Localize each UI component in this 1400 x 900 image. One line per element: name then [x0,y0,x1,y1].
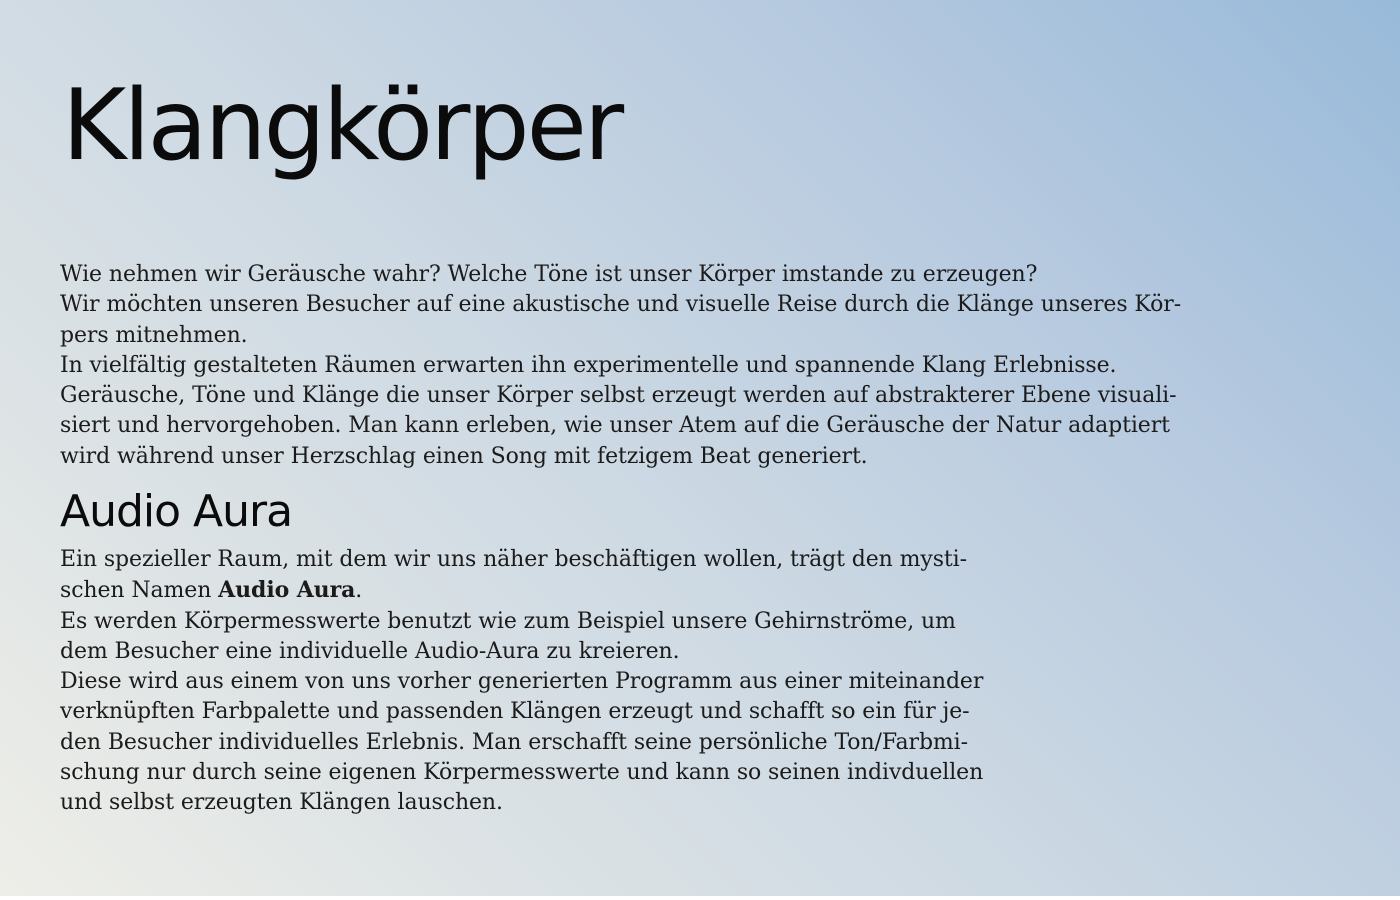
section-line: verknüpften Farbpalette und passenden Klängen erzeugt und schafft so ein für je- [60,699,970,725]
section-heading: Audio Aura [60,486,293,537]
section-line: dem Besucher eine individuelle Audio-Aura zu kreieren. [60,638,680,664]
section-line: Ein spezieller Raum, mit dem wir uns näher beschäftigen wollen, trägt den mysti- [60,547,967,572]
section-line: den Besucher individuelles Erlebnis. Man erschafft seine persönliche Ton/Farbmi- [60,729,968,755]
section-line: schung nur durch seine eigenen Körpermesswerte und kann so seinen indivduellen [60,760,984,786]
section-line: Diese wird aus einem von uns vorher generierten Programm aus einer miteinander [60,669,984,695]
page-title: Klangkörper [62,69,622,183]
intro-line: Geräusche, Töne und Klänge die unser Körper selbst erzeugt werden auf abstrakterer Ebene visuali- [60,383,1177,409]
intro-line: wird während unser Herzschlag einen Song mit fetzigem Beat generiert. [60,443,868,469]
section-line-suffix: . [355,578,363,604]
section-line: und selbst erzeugten Klängen lauschen. [60,790,503,816]
intro-line: Wir möchten unseren Besucher auf eine akustische und visuelle Reise durch die Klänge unseres Kör- [60,292,1182,318]
section-line-prefix: schen Namen [60,578,219,604]
intro-line: siert und hervorgehoben. Man kann erleben, wie unser Atem auf die Geräusche der Natur adaptiert [60,413,1170,439]
intro-paragraph [60,260,1320,472]
intro-line: pers mitnehmen. [60,322,248,348]
section-line [60,575,1160,606]
intro-line: Wie nehmen wir Geräusche wahr? Welche Töne ist unser Körper imstande zu erzeugen? [60,262,1038,287]
intro-line: In vielfältig gestalteten Räumen erwarten ihn experimentelle und spannende Klang Erlebnisse. [60,352,1117,378]
audio-aura-paragraph [60,545,1160,819]
section-line: Es werden Körpermesswerte benutzt wie zum Beispiel unsere Gehirnströme, um [60,608,956,634]
audio-aura-bold-term: Audio Aura [218,577,356,604]
